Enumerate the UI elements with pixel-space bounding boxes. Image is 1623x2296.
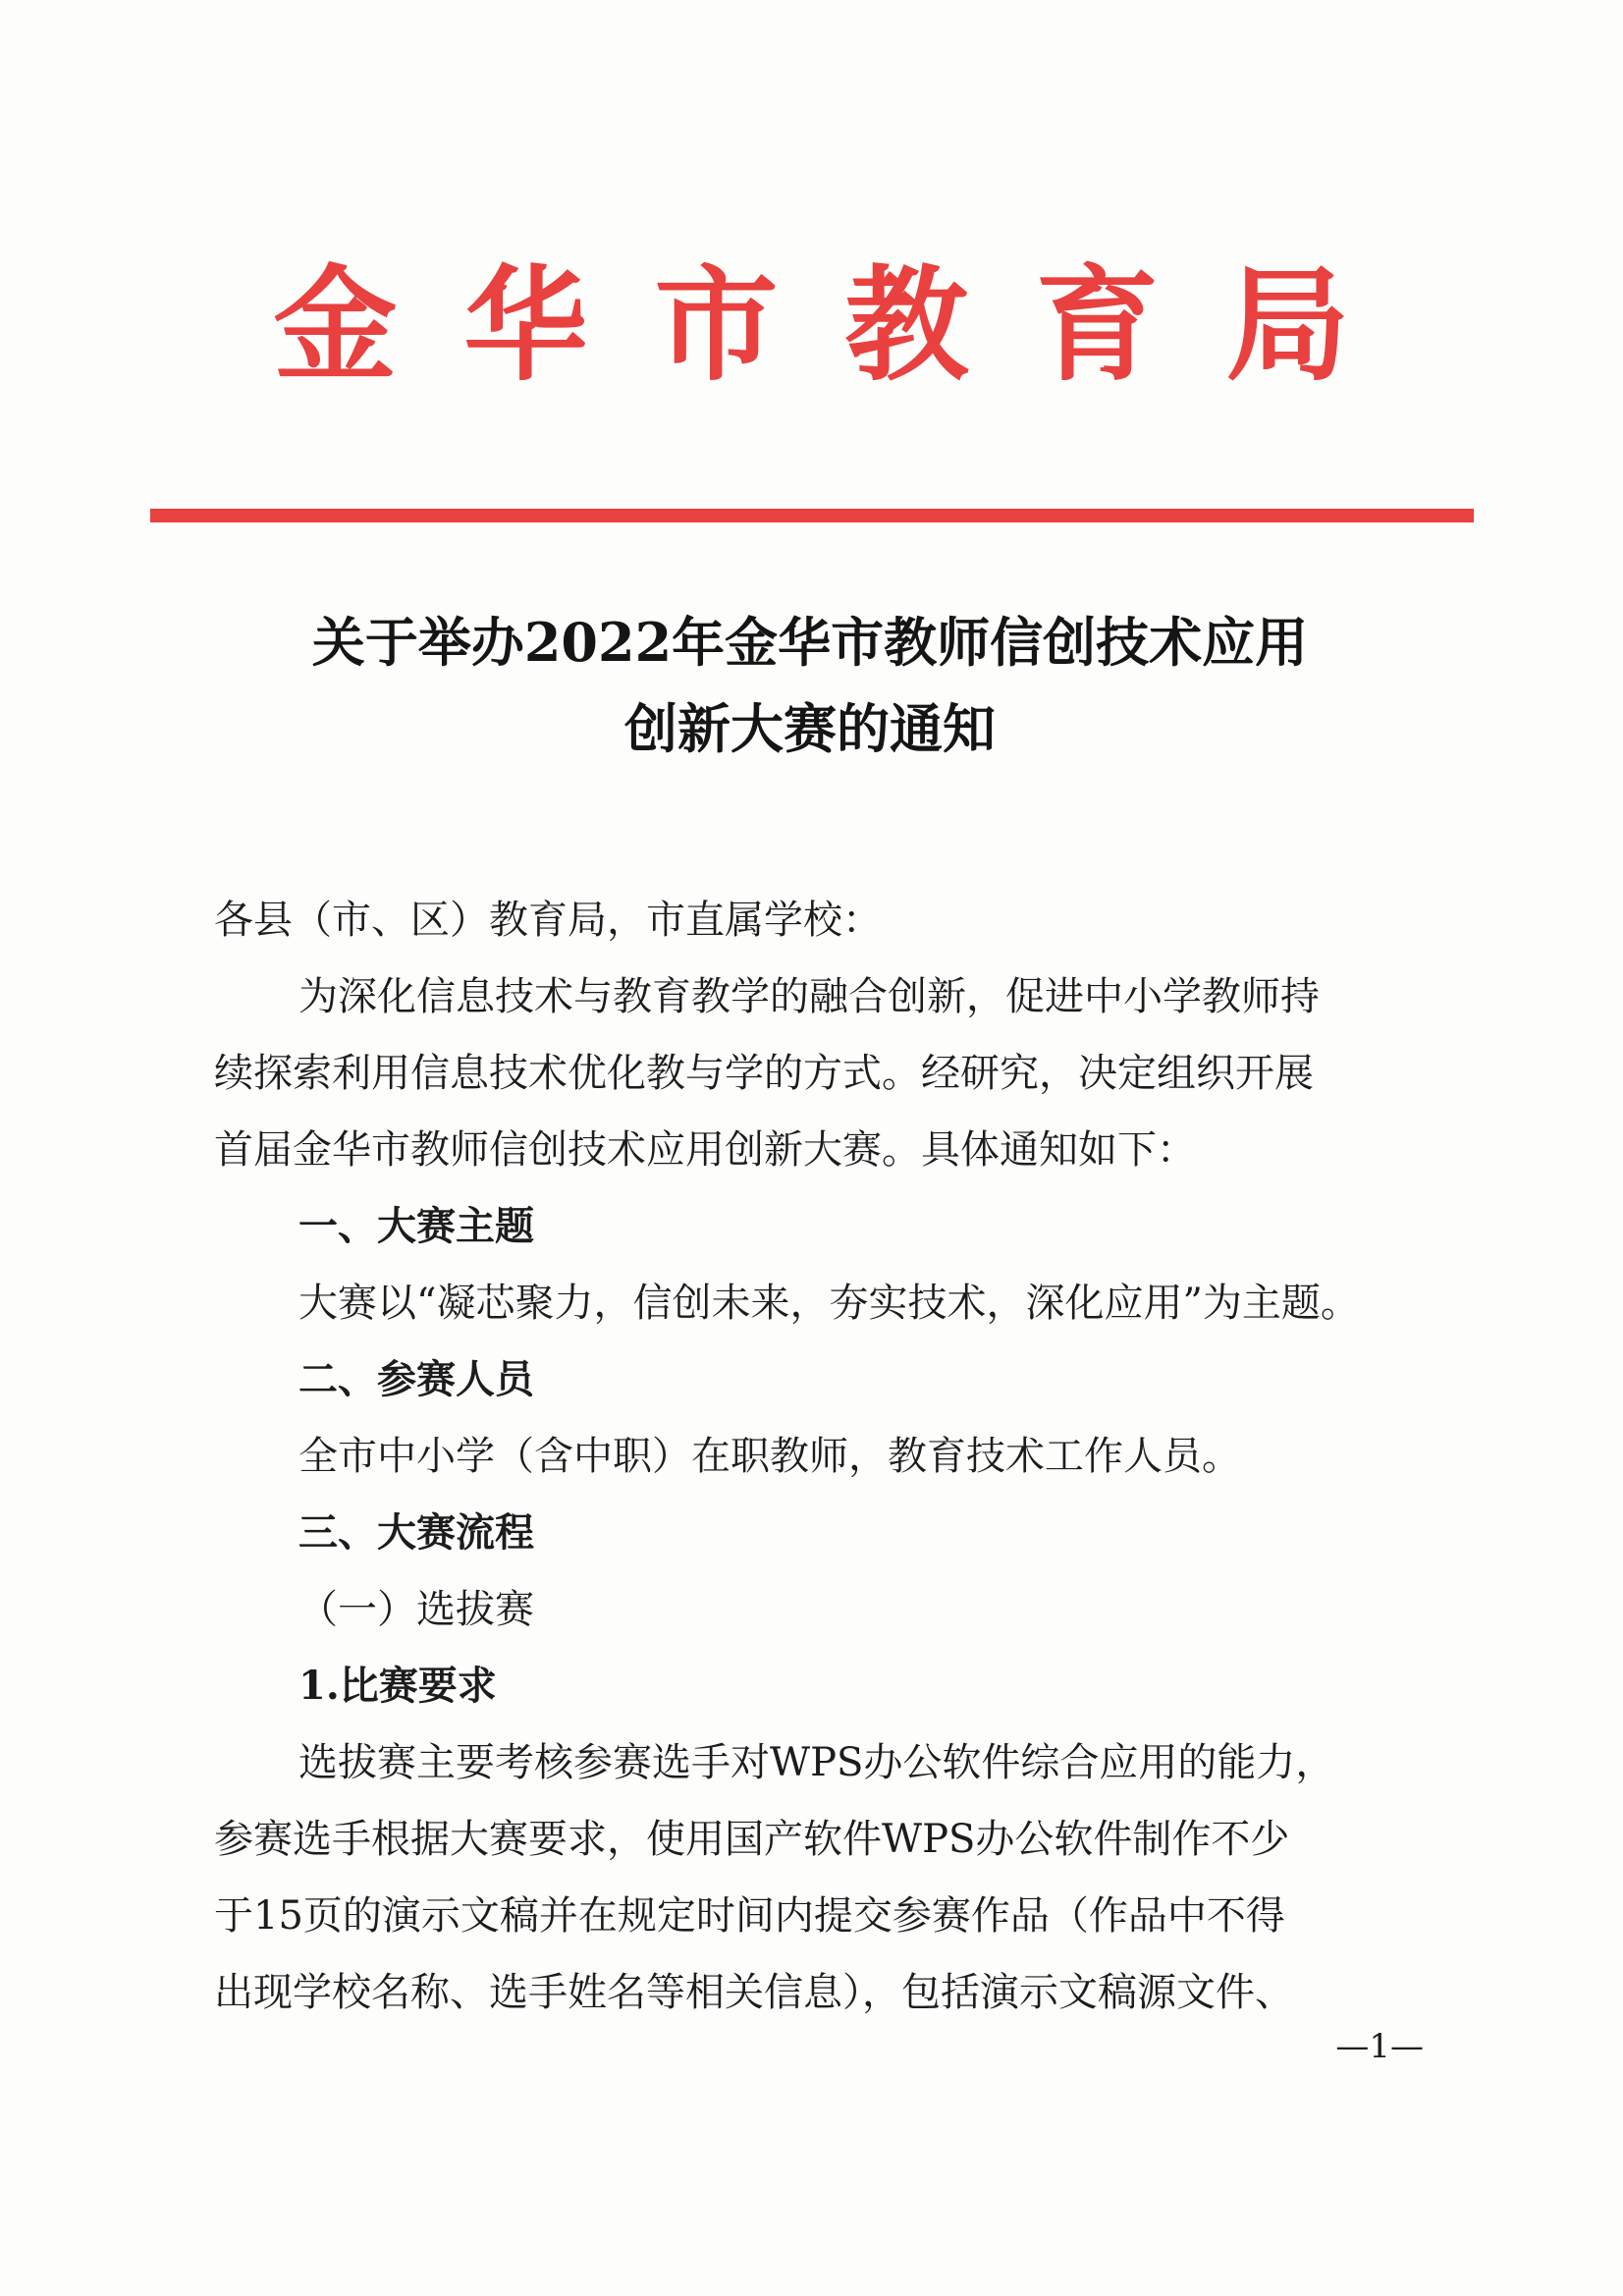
red-divider-line — [150, 509, 1474, 522]
notice-title-line-2: 创新大赛的通知 — [624, 697, 996, 760]
requirements-line-3: 于15页的演示文稿并在规定时间内提交参赛作品（作品中不得 — [214, 1893, 1285, 1939]
notice-title-line-1: 关于举办2022年金华市教师信创技术应用 — [311, 611, 1309, 674]
notice-title — [147, 599, 1473, 772]
subsection-heading-preliminary: （一）选拔赛 — [298, 1587, 534, 1632]
requirements-line-2: 参赛选手根据大赛要求，使用国产软件WPS办公软件制作不少 — [214, 1817, 1290, 1862]
section-heading-theme: 一、大赛主题 — [298, 1204, 534, 1249]
intro-paragraph-line-2: 续探索利用信息技术优化教与学的方式。经研究，决定组织开展 — [214, 1051, 1314, 1096]
page-number: —1— — [1335, 2027, 1424, 2066]
requirements-line-1: 选拔赛主要考核参赛选手对WPS办公软件综合应用的能力， — [298, 1740, 1335, 1785]
requirements-line-4: 出现学校名称、选手姓名等相关信息），包括演示文稿源文件、 — [214, 1970, 1294, 2015]
intro-paragraph-line-1: 为深化信息技术与教育教学的融合创新，促进中小学教师持 — [298, 974, 1320, 1019]
notice-body — [214, 882, 1481, 2031]
theme-text: 大赛以“凝芯聚力，信创未来，夯实技术，深化应用”为主题。 — [298, 1281, 1360, 1326]
subsection-heading-requirements: 1.比赛要求 — [298, 1663, 497, 1709]
letterhead-title: 金华市教育局 — [273, 253, 1417, 398]
salutation: 各县（市、区）教育局，市直属学校： — [214, 898, 882, 943]
intro-paragraph-line-3: 首届金华市教师信创技术应用创新大赛。具体通知如下： — [214, 1127, 1196, 1173]
participants-text: 全市中小学（含中职）在职教师，教育技术工作人员。 — [298, 1434, 1241, 1479]
section-heading-process: 三、大赛流程 — [298, 1510, 534, 1556]
section-heading-participants: 二、参赛人员 — [298, 1357, 534, 1402]
